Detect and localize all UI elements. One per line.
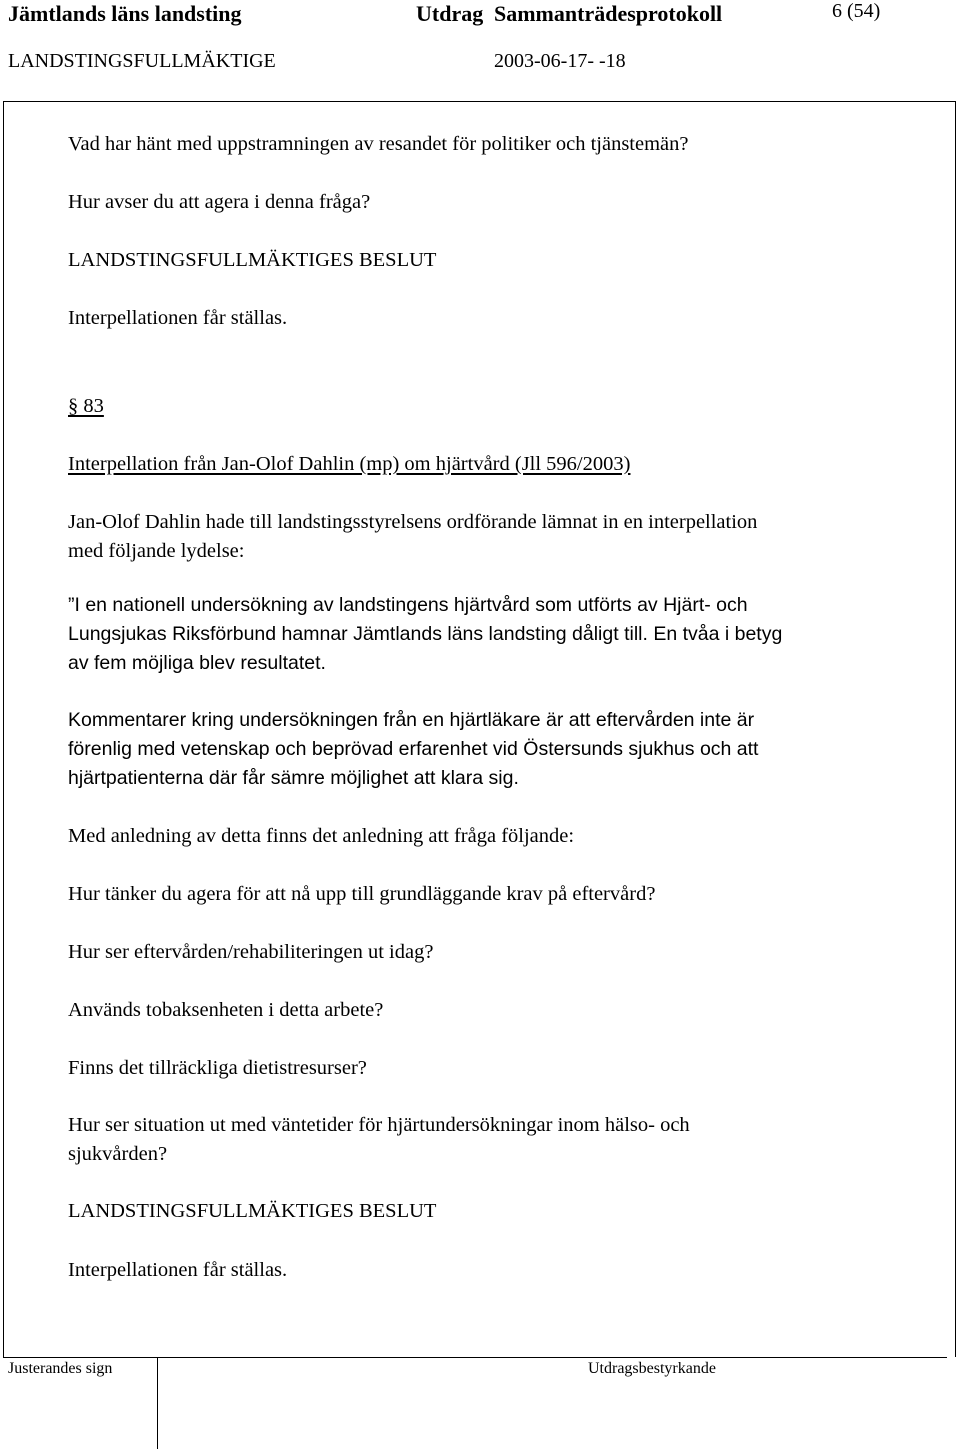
prev-decision-heading: LANDSTINGSFULLMÄKTIGES BESLUT	[68, 249, 437, 271]
section-title-text: Interpellation från Jan-Olof Dahlin (mp) om hjärtvård (Jll 596/2003)	[68, 453, 631, 475]
footer-rule	[3, 1357, 947, 1358]
reason-text: Med anledning av detta finns det anledning att fråga följande:	[68, 825, 575, 847]
decision-text: Interpellationen får ställas.	[68, 1259, 288, 1281]
quote-line-3: av fem möjliga blev resultatet.	[68, 652, 326, 674]
question-2: Hur ser eftervården/rehabiliteringen ut idag?	[68, 941, 434, 963]
comment-line-1: Kommentarer kring undersökningen från en hjärtläkare är att eftervården inte är	[68, 709, 755, 731]
question-5-line-2: sjukvården?	[68, 1143, 168, 1165]
page-header	[0, 0, 960, 100]
quote-line-1: ”I en nationell undersökning av landstingens hjärtvård som utförts av Hjärt- och	[68, 594, 748, 616]
quote-line-2: Lungsjukas Riksförbund hamnar Jämtlands läns landsting dåligt till. En tvåa i betyg	[68, 623, 783, 645]
meeting-date: 2003-06-17- -18	[494, 50, 626, 72]
page-number: 6 (54)	[832, 0, 881, 22]
question-1: Hur tänker du agera för att nå upp till grundläggande krav på eftervård?	[68, 883, 656, 905]
footer-divider	[157, 1357, 158, 1449]
section-number	[68, 392, 928, 421]
prev-decision-text: Interpellationen får ställas.	[68, 307, 288, 329]
assembly-name: LANDSTINGSFULLMÄKTIGE	[8, 50, 276, 72]
question-4: Finns det tillräckliga dietistresurser?	[68, 1057, 367, 1079]
adjuster-sign-label: Justerandes sign	[8, 1360, 113, 1377]
intro-line-2: med följande lydelse:	[68, 540, 245, 562]
question-3: Används tobaksenheten i detta arbete?	[68, 999, 384, 1021]
intro-line-1: Jan-Olof Dahlin hade till landstingsstyrelsens ordförande lämnat in en interpellation	[68, 511, 758, 533]
protocol-title: Sammanträdesprotokoll	[494, 1, 723, 26]
section-number-text: § 83	[68, 395, 104, 417]
extract-label: Utdrag	[416, 1, 484, 26]
section-title	[68, 450, 928, 479]
comment-line-3: hjärtpatienterna där får sämre möjlighet att klara sig.	[68, 767, 519, 789]
prev-question-2: Hur avser du att agera i denna fråga?	[68, 191, 371, 213]
extract-certification-label: Utdragsbestyrkande	[588, 1360, 716, 1377]
organization-name: Jämtlands läns landsting	[8, 1, 242, 26]
question-5-line-1: Hur ser situation ut med väntetider för hjärtundersökningar inom hälso- och	[68, 1114, 690, 1136]
prev-question-1: Vad har hänt med uppstramningen av resandet för politiker och tjänstemän?	[68, 133, 689, 155]
decision-heading: LANDSTINGSFULLMÄKTIGES BESLUT	[68, 1200, 437, 1222]
comment-line-2: förenlig med vetenskap och beprövad erfarenhet vid Östersunds sjukhus och att	[68, 738, 759, 760]
